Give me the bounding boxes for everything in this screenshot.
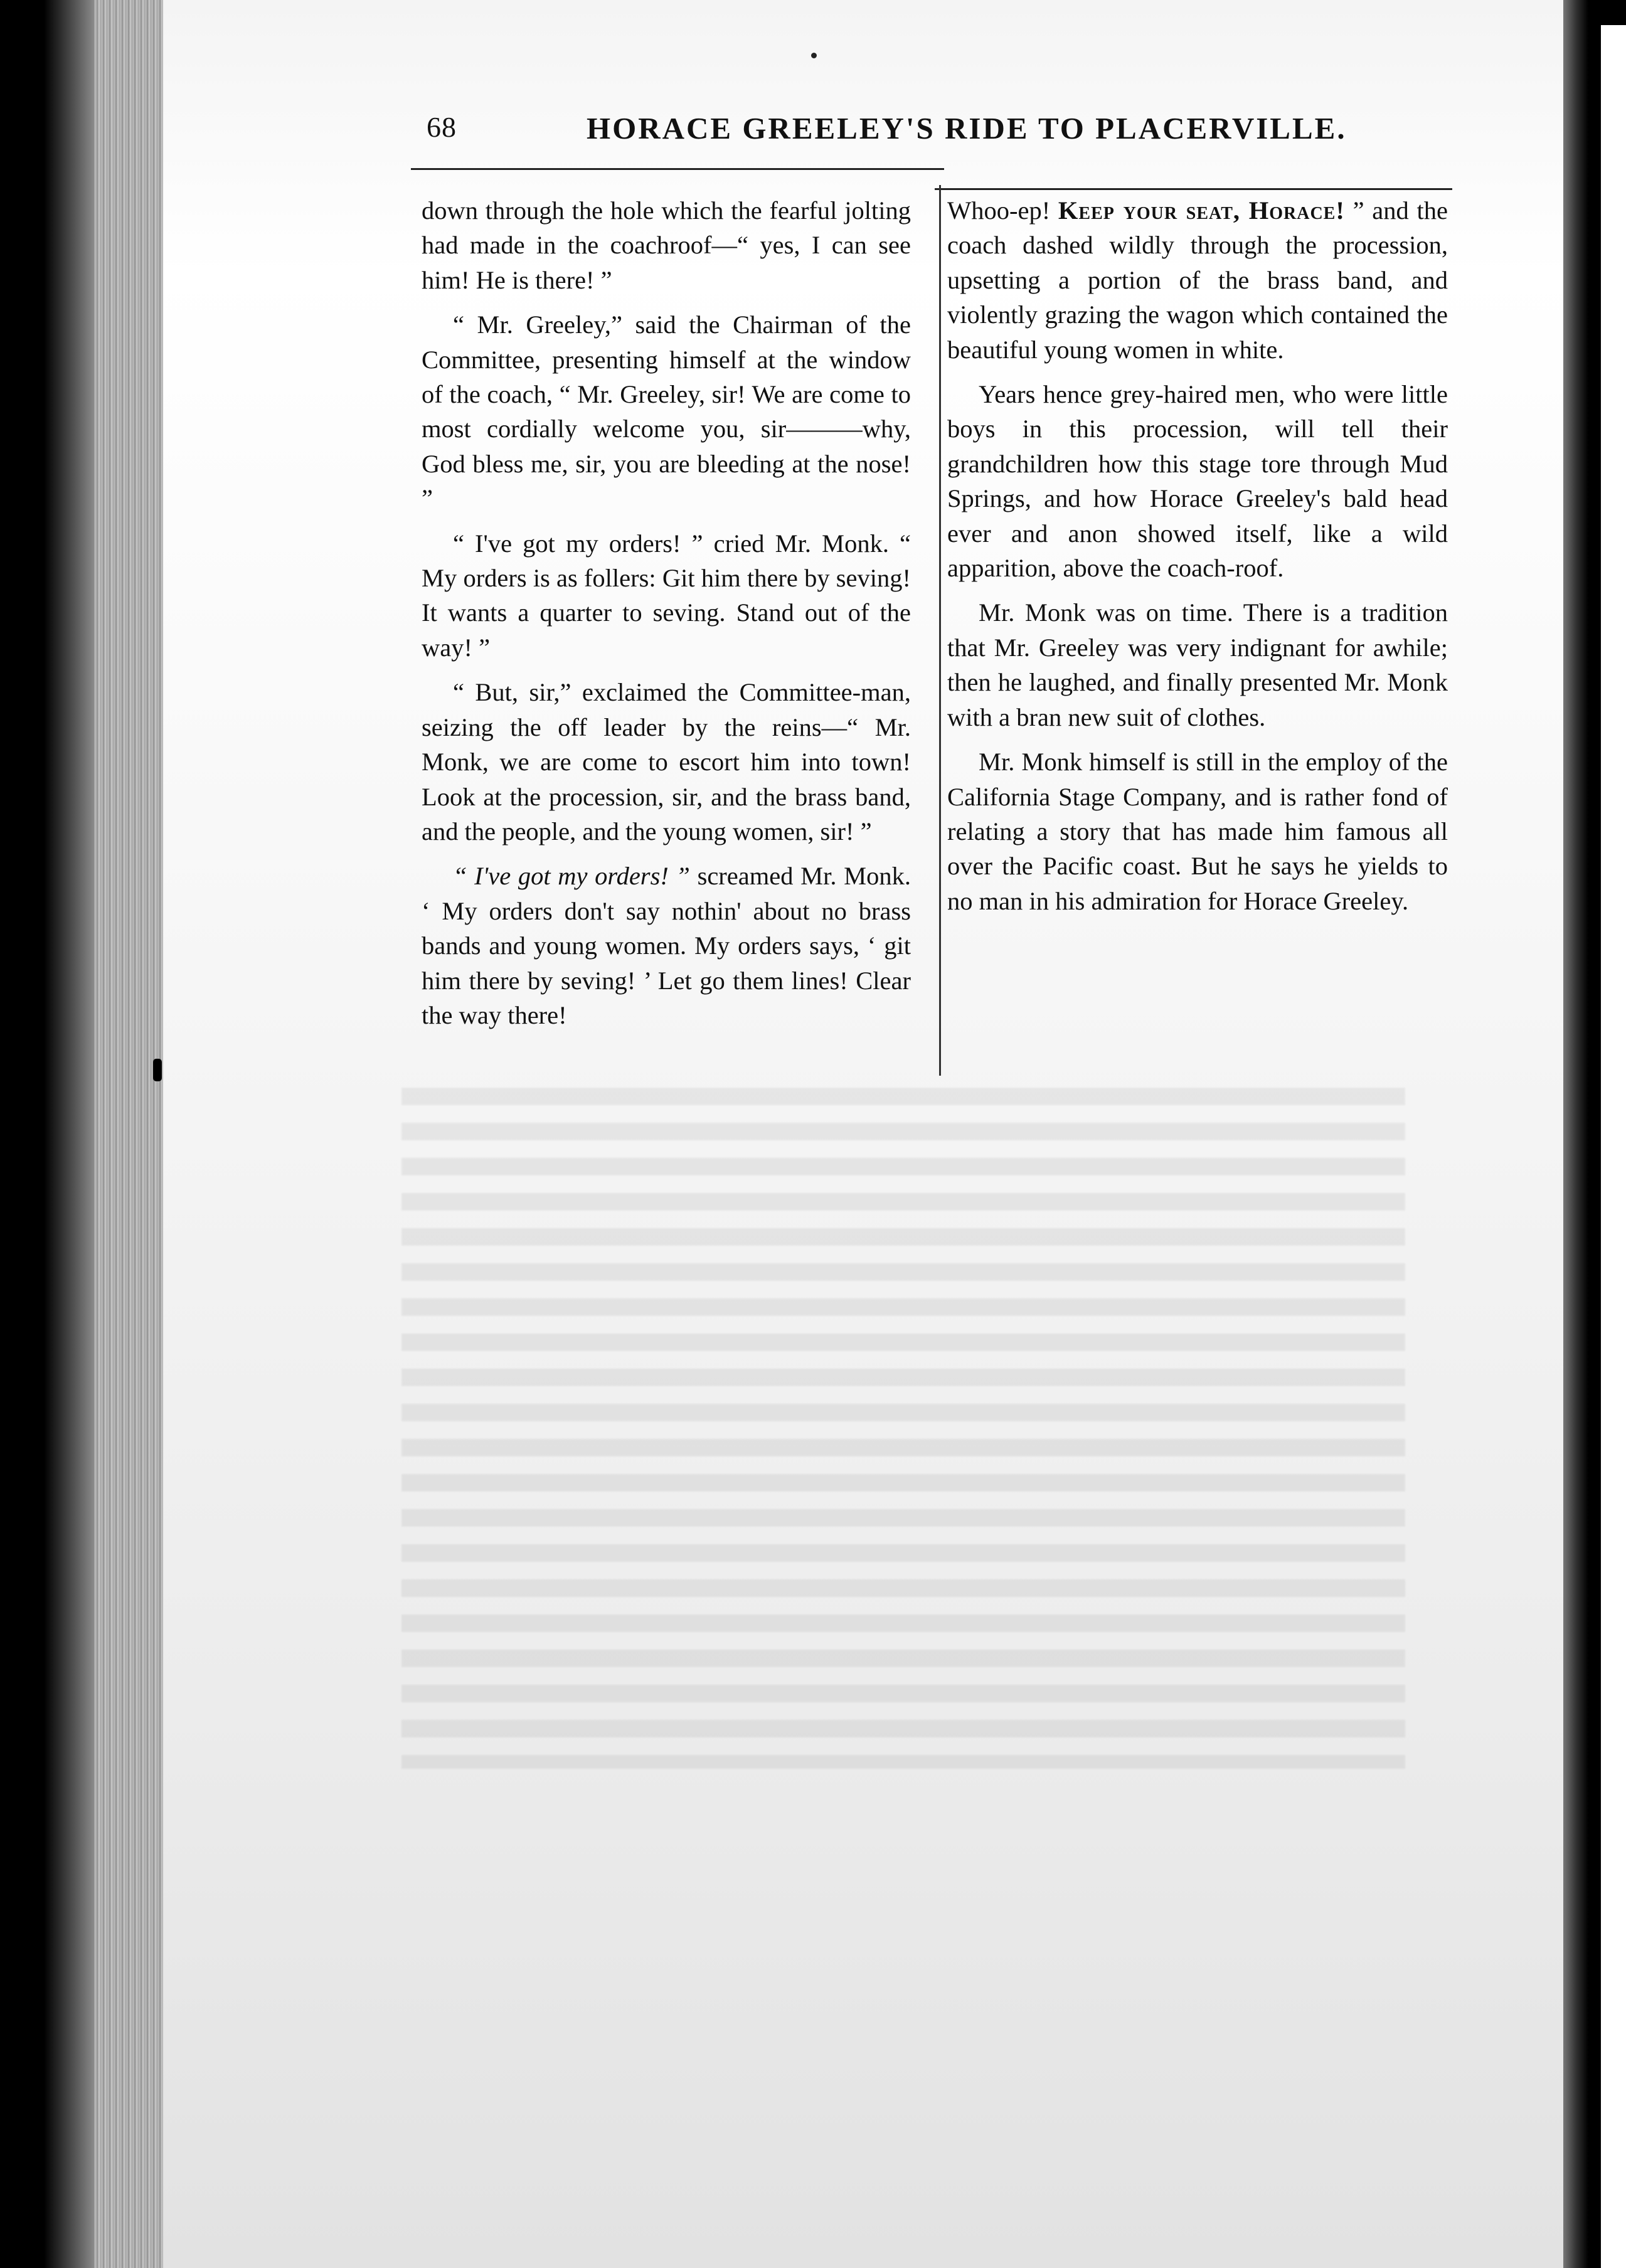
page-number: 68 xyxy=(427,111,457,143)
paragraph: “ But, sir,” exclaimed the Committee-man, seizing the off leader by the reins—“ Mr. Monk, we are come to escort him into town! Look at the procession, sir, and the brass band, and the people, and the young women, sir! ” xyxy=(422,678,911,845)
paragraph: Mr. Monk himself is still in the employ of the California Stage Company, and is rather fond of relating a story that has made him famous all over the Pacific coast. But he says he yields to no man in his admiration for Horace Greeley. xyxy=(947,748,1448,915)
small-caps-exclamation: Keep your seat, Horace! xyxy=(1058,196,1345,225)
right-column xyxy=(947,193,1448,918)
header-rule xyxy=(411,168,944,170)
paragraph-text: screamed Mr. Monk. ‘ My orders don't say nothin' about no brass bands and young women. My orders says, ‘ git him there by seving! ’ Let go them lines! Clear the way there! xyxy=(422,862,911,1029)
paragraph-text: ” and the coach dashed wildly through the procession, upsetting a portion of the brass band, and violently grazing the wagon which contained the beautiful young women in white. xyxy=(947,196,1448,364)
paragraph xyxy=(947,193,1448,367)
bleed-through-texture xyxy=(401,1079,1405,1769)
paragraph-text: Whoo-ep! xyxy=(947,196,1058,225)
column-divider xyxy=(939,185,941,1076)
book-page-edges xyxy=(94,0,163,2268)
paragraph: Mr. Monk was on time. There is a tradition that Mr. Greeley was very indignant for awhile; then he laughed, and finally presented Mr. Monk with a bran new suit of clothes. xyxy=(947,598,1448,731)
scan-border-right-strip xyxy=(1601,25,1626,2268)
paragraph: “ Mr. Greeley,” said the Chairman of the Committee, presenting himself at the window of the coach, “ Mr. Greeley, sir! We are come to most cordially welcome you, sir———why, God bless me, sir, you are bleeding at the nose! ” xyxy=(422,310,911,513)
paragraph: down through the hole which the fearful jolting had made in the coachroof—“ yes, I can see him! He is there! ” xyxy=(422,196,911,294)
header-rule-right xyxy=(935,188,1452,190)
edge-mark xyxy=(153,1059,162,1081)
running-head: HORACE GREELEY'S RIDE TO PLACERVILLE. xyxy=(587,111,1347,146)
italic-quote: “ I've got my orders! ” xyxy=(453,862,690,891)
scan-speck xyxy=(811,53,817,58)
paragraph: “ I've got my orders! ” cried Mr. Monk. “ My orders is as follers: Git him there by seving! It wants a quarter to seving. Stand out of the way! ” xyxy=(422,529,911,662)
left-column xyxy=(422,193,911,1032)
paragraph: Years hence grey-haired men, who were little boys in this procession, will tell their grandchildren how this stage tore through Mud Springs, and how Horace Greeley's bald head ever and anon showed itself, like a wild apparition, above the coach-roof. xyxy=(947,380,1448,583)
scan-border-left xyxy=(0,0,94,2268)
paragraph xyxy=(422,859,911,1032)
